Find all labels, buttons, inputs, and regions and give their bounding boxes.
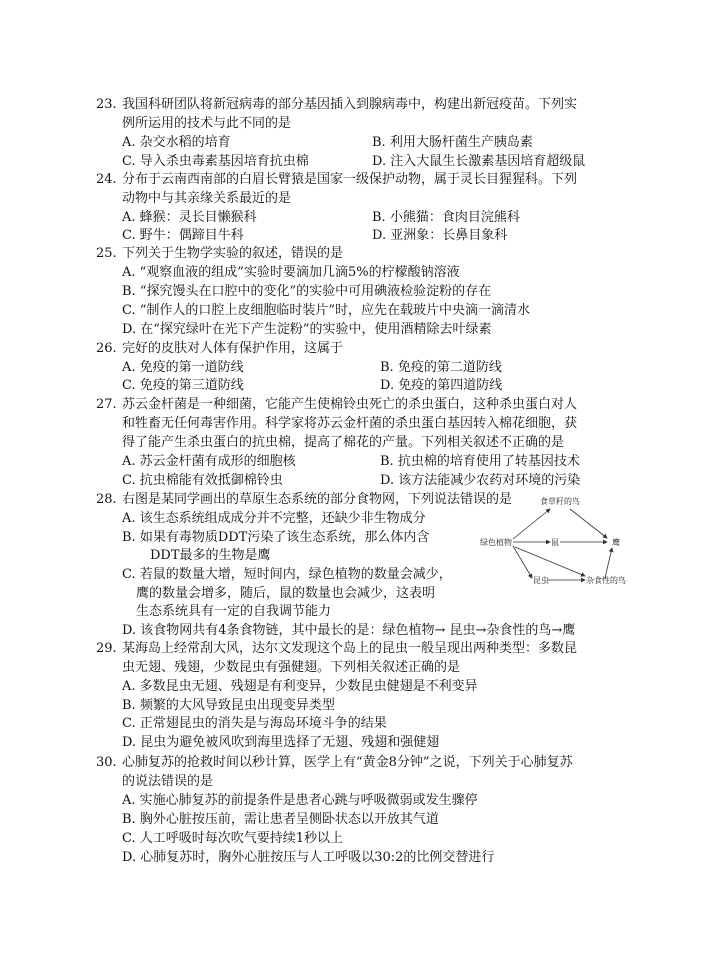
question-stem: 例所运用的技术与此不同的是: [122, 116, 292, 131]
question-number: 29.: [96, 641, 117, 656]
option-b: B. 频繁的大风导致昆虫出现变异类型: [122, 698, 335, 713]
option-a: A. 该生态系统组成成分并不完整，还缺少非生物成分: [122, 511, 426, 526]
option-b: B. 如果有毒物质DDT污染了该生态系统，那么体内含: [122, 530, 430, 545]
option-d: D. 该方法能减少农药对环境的污染: [380, 473, 581, 488]
option-d: D. 心肺复苏时，胸外心脏按压与人工呼吸以30:2的比例交替进行: [122, 850, 495, 865]
option-b: B. 小熊猫：食肉目浣熊科: [372, 210, 520, 225]
option-a: A. 杂交水稻的培育: [122, 135, 231, 150]
edge-seedbird-hawk: [570, 509, 607, 538]
question-stem: 右图是某同学画出的草原生态系统的部分食物网，下列说法错误的是: [122, 492, 513, 507]
option-c: C. 若鼠的数量大增，短时间内，绿色植物的数量会减少，: [122, 567, 452, 582]
question-stem: 苏云金杆菌是一种细菌，它能产生使棉铃虫死亡的杀虫蛋白，这种杀虫蛋白对人: [122, 397, 578, 412]
option-c: C. 野牛：偶蹄目牛科: [122, 228, 244, 243]
option-c: C. 抗虫棉能有效抵御棉铃虫: [122, 473, 283, 488]
question-stem: 完好的皮肤对人体有保护作用，这属于: [122, 341, 344, 356]
question-stem: 心肺复苏的抢救时间以秒计算，医学上有“黄金8分钟”之说，下列关于心肺复苏: [122, 755, 573, 770]
question-stem: 某海岛上经常刮大风，达尔文发现这个岛上的昆虫一般呈现出两种类型：多数昆: [122, 641, 578, 656]
question-number: 28.: [96, 492, 117, 507]
option-d: D. 该食物网共有4条食物链，其中最长的是：绿色植物→ 昆虫→杂食性的鸟→鹰: [122, 623, 576, 638]
option-d: D. 免疫的第四道防线: [380, 378, 503, 393]
question-number: 27.: [96, 397, 117, 412]
option-a: A. “观察血液的组成”实验时要滴加几滴5%的柠檬酸钠溶液: [122, 265, 460, 280]
question-stem: 得了能产生杀虫蛋白的抗虫棉，提高了棉花的产量。下列相关叙述不正确的是: [122, 435, 565, 450]
question-number: 25.: [96, 246, 117, 261]
option-c-cont: 鹰的数量会增多，随后，鼠的数量也会减少，这表明: [136, 586, 436, 601]
option-b: B. 利用大肠杆菌生产胰岛素: [372, 135, 533, 150]
node-mouse: 鼠: [551, 538, 559, 547]
question-number: 26.: [96, 341, 117, 356]
food-web-diagram: [480, 490, 640, 590]
node-green-plant: 绿色植物: [480, 538, 512, 547]
node-insect: 昆虫: [533, 576, 549, 585]
option-a: A. 实施心肺复苏的前提条件是患者心跳与呼吸微弱或发生骤停: [122, 793, 478, 808]
node-seed-bird: 食草籽的鸟: [540, 497, 580, 506]
option-b: B. “探究馒头在口腔中的变化”的实验中可用碘液检验淀粉的存在: [122, 284, 492, 299]
question-stem: 和牲畜无任何毒害作用。科学家将苏云金杆菌的杀虫蛋白基因转入棉花细胞，获: [122, 416, 578, 431]
option-a: A. 蜂猴：灵长目懒猴科: [122, 210, 257, 225]
edge-omnibird-hawk: [605, 548, 612, 578]
option-d: D. 亚洲象：长鼻目象科: [372, 228, 508, 243]
edge-plant-seedbird: [513, 509, 550, 539]
option-c: C. 人工呼吸时每次吹气要持续1秒以上: [122, 831, 344, 846]
question-stem: 分布于云南西南部的白眉长臂猿是国家一级保护动物，属于灵长目猩猩科。下列: [122, 172, 578, 187]
question-number: 24.: [96, 172, 117, 187]
question-stem: 下列关于生物学实验的叙述，错误的是: [122, 246, 344, 261]
question-number: 30.: [96, 755, 117, 770]
option-c: C. 正常翅昆虫的消失是与海岛环境斗争的结果: [122, 716, 387, 731]
option-a: A. 免疫的第一道防线: [122, 360, 244, 375]
option-d: D. 昆虫为避免被风吹到海里选择了无翅、残翅和强健翅: [122, 735, 440, 750]
edge-plant-insect: [513, 546, 532, 578]
node-omnivorous-bird: 杂食性的鸟: [586, 576, 626, 585]
option-a: A. 多数昆虫无翅、残翅是有利变异，少数昆虫健翅是不利变异: [122, 679, 478, 694]
option-b: B. 免疫的第二道防线: [380, 360, 502, 375]
node-hawk: 鹰: [612, 538, 620, 547]
option-c: C. 导入杀虫毒素基因培育抗虫棉: [122, 154, 309, 169]
edge-plant-omnibird: [515, 547, 585, 576]
option-d: D. 注入大鼠生长激素基因培育超级鼠: [372, 154, 586, 169]
question-stem: 虫无翅、残翅，少数昆虫有强健翅。下列相关叙述正确的是: [122, 660, 461, 675]
option-c-cont: 生态系统具有一定的自我调节能力: [136, 604, 332, 619]
option-c: C. “制作人的口腔上皮细胞临时装片”时，应先在载玻片中央滴一滴清水: [122, 303, 531, 318]
option-d: D. 在“探究绿叶在光下产生淀粉”的实验中，使用酒精除去叶绿素: [122, 322, 492, 337]
option-b: B. 胸外心脏按压前，需让患者呈侧卧状态以开放其气道: [122, 812, 439, 827]
option-a: A. 苏云金杆菌有成形的细胞核: [122, 454, 296, 469]
question-stem: 的说法错误的是: [122, 774, 214, 789]
question-stem: 我国科研团队将新冠病毒的部分基因插入到腺病毒中，构建出新冠疫苗。下列实: [122, 97, 578, 112]
option-b-cont: DDT最多的生物是鹰: [150, 548, 271, 563]
question-stem: 动物中与其亲缘关系最近的是: [122, 191, 292, 206]
option-b: B. 抗虫棉的培育使用了转基因技术: [380, 454, 580, 469]
option-c: C. 免疫的第三道防线: [122, 378, 244, 393]
question-number: 23.: [96, 97, 117, 112]
